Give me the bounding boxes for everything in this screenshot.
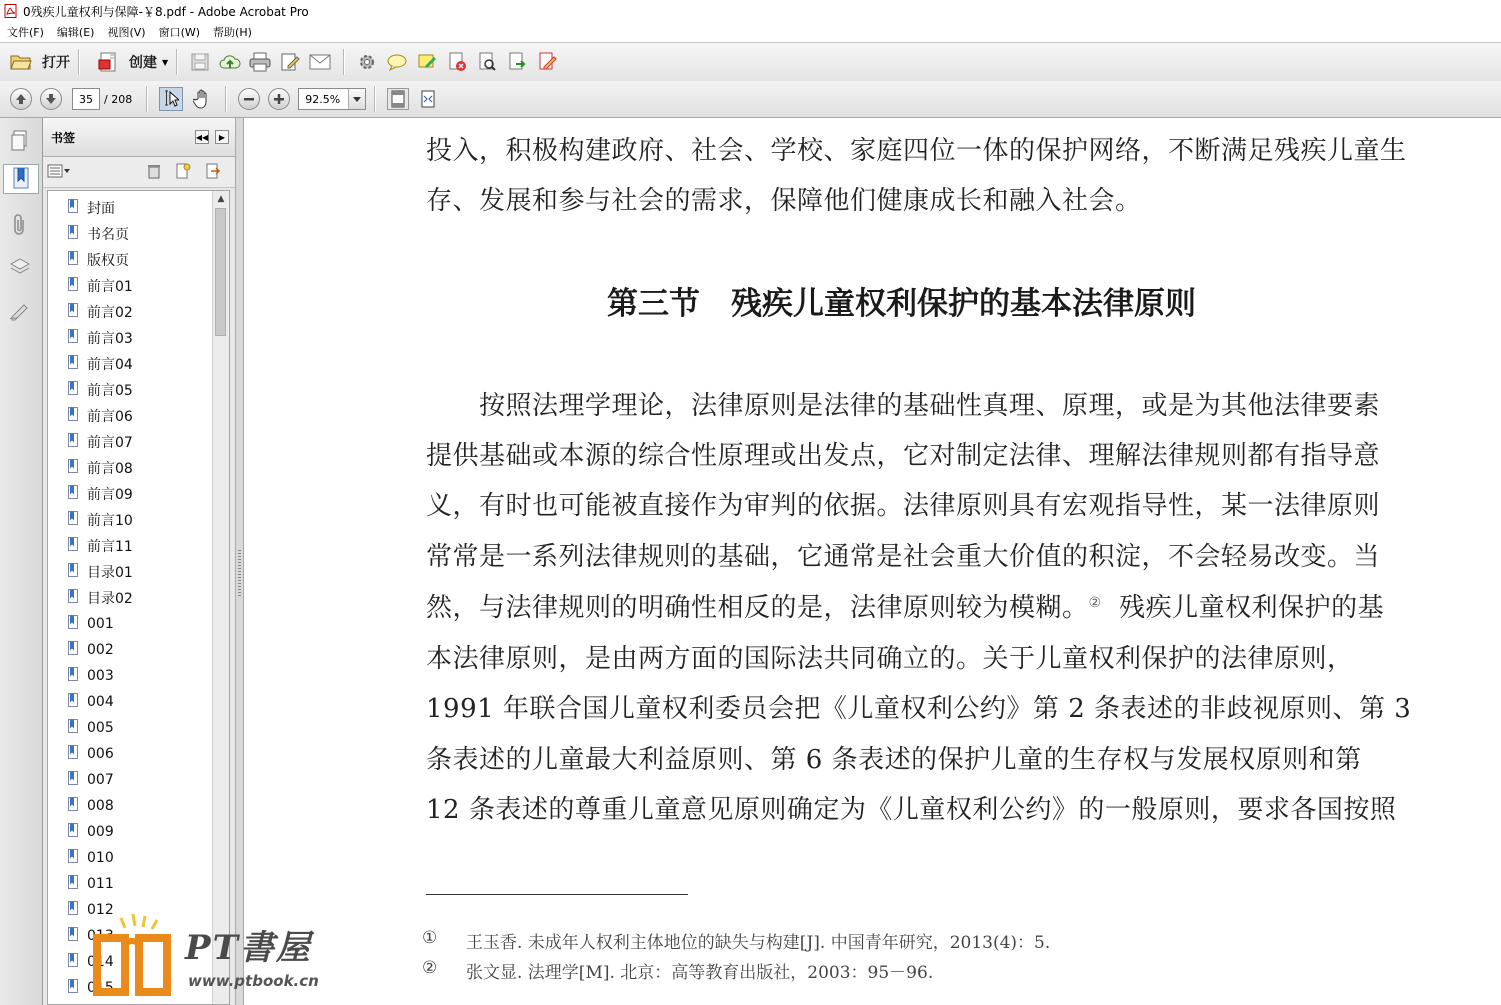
export-page-icon[interactable] — [506, 51, 528, 73]
menu-bar — [0, 22, 1501, 42]
bookmark-label: 006 — [87, 746, 114, 762]
bookmark-icon — [68, 823, 78, 836]
bookmarks-toolbar — [43, 157, 235, 188]
footnote: ② 张文显. 法理学[M]. 北京：高等教育出版社，2003：95－96. — [422, 958, 934, 983]
bookmark-icon — [68, 979, 78, 992]
bookmark-label: 前言09 — [87, 487, 133, 503]
text-line: 条表述的儿童最大利益原则、第 6 条表述的保护儿童的生存权与发展权原则和第 — [426, 745, 1362, 775]
bookmark-label: 002 — [87, 642, 114, 658]
bookmark-label: 015 — [87, 980, 114, 996]
bookmark-icon — [68, 953, 78, 966]
bookmark-label: 前言02 — [87, 305, 133, 321]
bookmark-icon — [68, 537, 78, 550]
bookmark-item[interactable] — [68, 663, 114, 689]
menu-view[interactable]: 视图(V) — [107, 26, 146, 39]
text-line: 常常是一系列法律规则的基础，它通常是社会重大价值的积淀，不会轻易改变。当 — [426, 542, 1381, 572]
zoom-select[interactable]: 92.5% — [298, 88, 366, 110]
select-tool-icon[interactable] — [159, 87, 183, 111]
document-view[interactable] — [244, 118, 1501, 1005]
chevron-down-icon — [348, 89, 365, 109]
bookmark-label: 014 — [87, 954, 114, 970]
bookmark-item[interactable] — [68, 455, 133, 481]
scroll-up-icon[interactable]: ▲ — [217, 194, 225, 204]
bookmark-label: 012 — [87, 902, 114, 918]
bookmark-label: 目录01 — [87, 565, 133, 581]
fit-page-icon[interactable] — [387, 88, 409, 110]
bookmark-label: 005 — [87, 720, 114, 736]
signatures-icon[interactable] — [6, 296, 34, 326]
footnote-divider — [426, 894, 688, 895]
bookmark-icon — [68, 693, 78, 706]
bookmark-icon — [68, 771, 78, 784]
create-pdf-icon — [97, 51, 119, 73]
watermark-url: www.ptbook.cn — [188, 972, 319, 990]
bookmark-item[interactable] — [68, 403, 133, 429]
chevron-down-icon: ▼ — [162, 57, 169, 67]
bookmark-icon — [68, 303, 78, 316]
bookmark-item[interactable] — [68, 819, 114, 845]
bookmarks-header — [43, 118, 235, 157]
bookmark-label: 目录02 — [87, 591, 133, 607]
bookmark-icon — [68, 459, 78, 472]
bookmark-icon — [68, 563, 78, 576]
bookmark-label: 003 — [87, 668, 114, 684]
splitter-grip[interactable] — [238, 550, 241, 598]
text-line: 投入，积极构建政府、社会、学校、家庭四位一体的保护网络，不断满足残疾儿童生 — [426, 136, 1407, 166]
sign-document-icon[interactable] — [536, 51, 558, 73]
comment-icon[interactable] — [386, 51, 408, 73]
plus-icon — [273, 93, 285, 105]
watermark-logo — [93, 910, 343, 1005]
text-line: 12 条表述的尊重儿童意见原则确定为《儿童权利公约》的一般原则，要求各国按照 — [426, 795, 1397, 825]
bookmark-icon — [68, 355, 78, 368]
footnote-reference[interactable]: ② — [1088, 595, 1102, 611]
find-page-icon[interactable] — [476, 51, 498, 73]
options-icon[interactable] — [47, 163, 71, 182]
window-title: 0残疾儿童权利与保障-￥8.pdf - Adobe Acrobat Pro — [23, 4, 309, 19]
bookmark-label: 前言10 — [87, 513, 133, 529]
page-total: / 208 — [104, 92, 133, 106]
bookmark-item[interactable] — [68, 767, 114, 793]
section-heading: 第三节 残疾儿童权利保护的基本法律原则 — [607, 286, 1196, 322]
bookmark-item[interactable] — [68, 195, 115, 221]
delete-bookmark-icon[interactable] — [147, 163, 161, 182]
bookmark-item[interactable] — [68, 871, 114, 897]
print-icon[interactable] — [249, 51, 271, 73]
bookmark-item[interactable] — [68, 637, 114, 663]
bookmark-item[interactable] — [68, 741, 114, 767]
bookmark-icon — [68, 745, 78, 758]
bookmarks-panel — [43, 118, 235, 1005]
delete-page-icon[interactable] — [446, 51, 468, 73]
bookmark-label: 前言03 — [87, 331, 133, 347]
bookmark-icon — [68, 797, 78, 810]
highlight-icon[interactable] — [416, 51, 438, 73]
bookmark-icon — [68, 199, 78, 212]
bookmark-label: 前言04 — [87, 357, 133, 373]
book-logo-icon — [93, 910, 183, 1000]
bookmark-icon — [68, 927, 78, 940]
footnote: ① 王玉香. 未成年人权利主体地位的缺失与构建[J]. 中国青年研究，2013(4)：5. — [422, 928, 1051, 953]
separator — [78, 49, 79, 75]
pane-splitter[interactable] — [235, 118, 244, 1005]
acrobat-icon — [4, 4, 18, 18]
bookmark-item[interactable] — [68, 377, 133, 403]
gear-icon[interactable] — [356, 51, 378, 73]
bookmark-item[interactable] — [68, 715, 114, 741]
previous-page-button[interactable] — [10, 88, 32, 110]
bookmark-label: 001 — [87, 616, 114, 632]
bookmark-label: 前言05 — [87, 383, 133, 399]
bookmark-label: 前言07 — [87, 435, 133, 451]
bookmark-label: 前言06 — [87, 409, 133, 425]
bookmark-label: 007 — [87, 772, 114, 788]
bookmark-item[interactable] — [68, 533, 133, 559]
bookmark-icon — [68, 589, 78, 602]
arrow-up-icon — [15, 93, 27, 105]
attachments-icon[interactable] — [6, 210, 34, 240]
bookmark-icon — [68, 225, 78, 238]
text-line: 存、发展和参与社会的需求，保障他们健康成长和融入社会。 — [426, 186, 1142, 216]
bookmark-icon — [68, 615, 78, 628]
bookmark-label: 004 — [87, 694, 114, 710]
bookmarks-title: 书签 — [51, 131, 76, 145]
expand-bookmark-icon[interactable] — [205, 163, 221, 182]
bookmark-item[interactable] — [68, 689, 114, 715]
bookmark-item[interactable] — [68, 559, 133, 585]
bookmark-icon — [68, 641, 78, 654]
separator — [225, 86, 226, 112]
bookmark-item[interactable] — [68, 845, 114, 871]
bookmark-list — [47, 190, 230, 1005]
bookmark-label: 010 — [87, 850, 114, 866]
bookmark-label: 008 — [87, 798, 114, 814]
page-number-input[interactable]: 35 — [72, 88, 100, 110]
fit-width-icon[interactable] — [417, 88, 439, 110]
text-line: 按照法理学理论，法律原则是法律的基础性真理、原理，或是为其他法律要素 — [426, 391, 1381, 421]
bookmark-icon — [68, 849, 78, 862]
bookmark-icon — [68, 719, 78, 732]
bookmark-label: 013 — [87, 928, 114, 944]
panel-menu-button[interactable]: ▶ — [215, 130, 229, 144]
separator — [146, 86, 147, 112]
separator — [374, 86, 375, 112]
bookmark-label: 前言01 — [87, 279, 133, 295]
bookmark-item[interactable] — [68, 325, 133, 351]
bookmark-label: 版权页 — [87, 253, 129, 269]
text-line: 提供基础或本源的综合性原理或出发点，它对制定法律、理解法律规则都有指导意 — [426, 441, 1381, 471]
arrow-down-icon — [45, 93, 57, 105]
menu-file[interactable]: 文件(F) — [7, 26, 44, 39]
folder-icon — [10, 51, 32, 73]
zoom-out-button[interactable] — [238, 88, 260, 110]
upload-cloud-icon[interactable] — [219, 51, 241, 73]
bookmark-label: 前言11 — [87, 539, 133, 555]
zoom-in-button[interactable] — [268, 88, 290, 110]
bookmark-icon — [68, 875, 78, 888]
email-icon[interactable] — [309, 51, 331, 73]
bookmark-label: 封面 — [87, 201, 115, 217]
next-page-button[interactable] — [40, 88, 62, 110]
open-button[interactable]: 打开 — [6, 47, 70, 77]
bookmark-label: 前言08 — [87, 461, 133, 477]
bookmark-item[interactable] — [68, 507, 133, 533]
separator — [176, 49, 177, 75]
bookmark-label: 书名页 — [87, 227, 129, 243]
bookmark-label: 009 — [87, 824, 114, 840]
bookmark-item[interactable] — [68, 585, 133, 611]
bookmark-icon — [68, 511, 78, 524]
watermark-brand: PT書屋 — [185, 928, 312, 968]
layers-icon[interactable] — [6, 252, 34, 282]
menu-window[interactable]: 窗口(W) — [158, 26, 201, 39]
bookmark-label: 011 — [87, 876, 114, 892]
separator — [343, 49, 344, 75]
new-bookmark-icon[interactable] — [175, 163, 191, 182]
save-icon[interactable] — [189, 51, 211, 73]
bookmark-icon — [68, 667, 78, 680]
bookmark-icon — [68, 433, 78, 446]
text-line: 1991 年联合国儿童权利委员会把《儿童权利公约》第 2 条表述的非歧视原则、第 3 — [426, 694, 1412, 724]
text-line: 义，有时也可能被直接作为审判的依据。法律原则具有宏观指导性，某一法律原则 — [426, 491, 1381, 521]
collapse-panel-button[interactable]: ◀◀ — [195, 130, 209, 144]
text-line-with-footnote: 然，与法律规则的明确性相反的是，法律原则较为模糊。② 残疾儿童权利保护的基 — [426, 593, 1385, 623]
bookmark-item[interactable] — [68, 429, 133, 455]
main-toolbar — [0, 42, 1501, 82]
bookmarks-icon[interactable] — [3, 164, 39, 194]
bookmark-icon — [68, 407, 78, 420]
bookmark-icon — [68, 901, 78, 914]
bookmark-icon — [68, 485, 78, 498]
title-bar — [0, 0, 1501, 22]
navigation-pane-strip — [0, 118, 43, 1005]
bookmark-item[interactable] — [68, 481, 133, 507]
edit-document-icon[interactable] — [279, 51, 301, 73]
bookmark-icon — [68, 277, 78, 290]
scrollbar-thumb[interactable] — [215, 208, 226, 336]
bookmark-icon — [68, 251, 78, 264]
navigation-toolbar — [0, 81, 1501, 118]
text-line: 本法律原则，是由两方面的国际法共同确立的。关于儿童权利保护的法律原则， — [426, 644, 1354, 674]
bookmark-item[interactable] — [68, 793, 114, 819]
page-thumbnails-icon[interactable] — [6, 126, 34, 156]
bookmark-item[interactable] — [68, 221, 129, 247]
bookmark-icon — [68, 381, 78, 394]
menu-edit[interactable]: 编辑(E) — [56, 26, 95, 39]
hand-tool-icon[interactable] — [191, 88, 213, 110]
bookmark-item[interactable] — [68, 299, 133, 325]
menu-help[interactable]: 帮助(H) — [213, 26, 252, 39]
bookmark-item[interactable] — [68, 611, 114, 637]
bookmark-item[interactable] — [68, 273, 133, 299]
bookmark-icon — [68, 329, 78, 342]
bookmark-item[interactable] — [68, 351, 133, 377]
create-button[interactable]: 创建 ▼ — [93, 47, 168, 77]
bookmark-scrollbar[interactable] — [212, 191, 229, 1004]
bookmark-item[interactable] — [68, 247, 129, 273]
minus-icon — [243, 93, 255, 105]
